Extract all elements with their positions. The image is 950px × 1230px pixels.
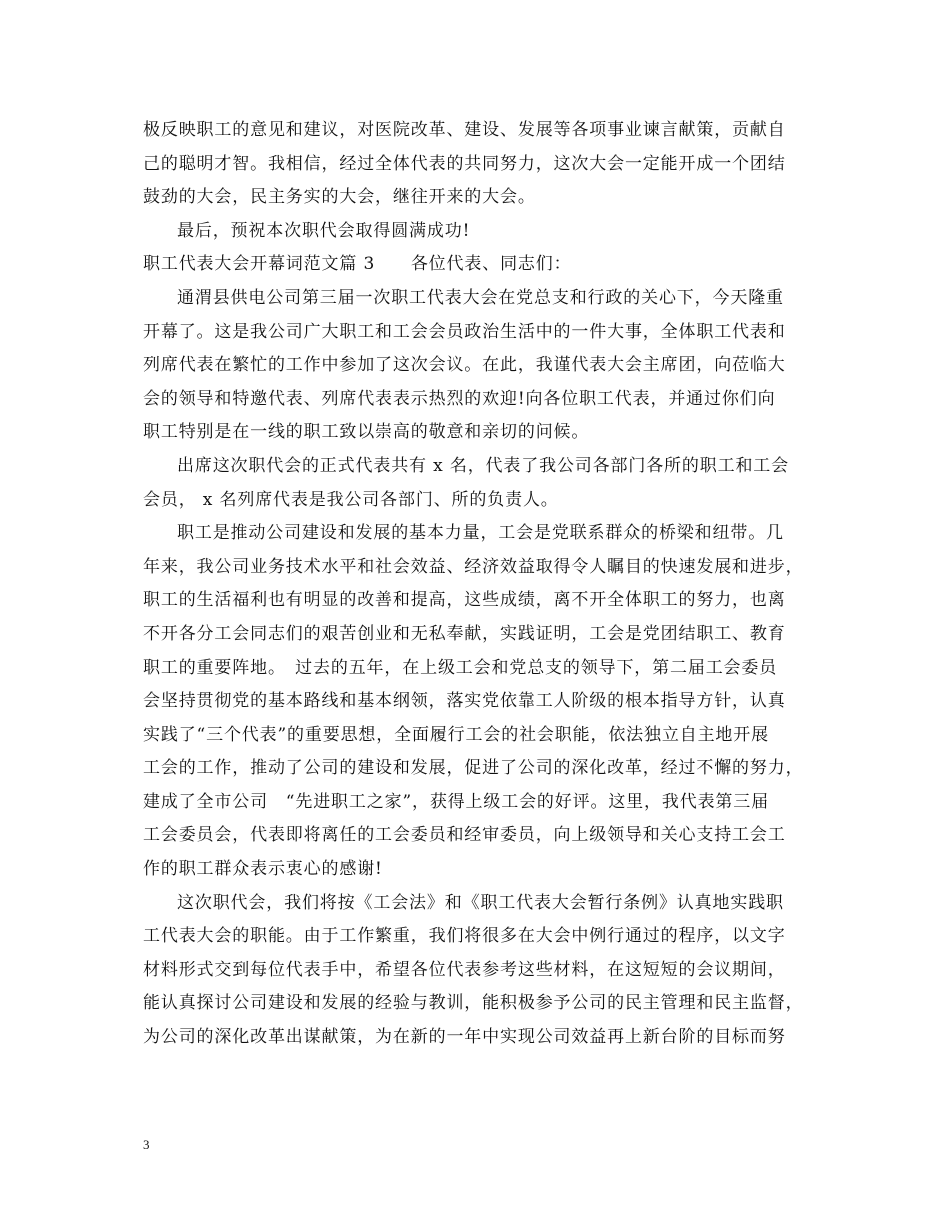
text-line: 职工特别是在一线的职工致以崇高的敬意和亲切的问候。 <box>143 422 590 443</box>
paragraph-start-line: 最后，预祝本次职代会取得圆满成功! <box>177 220 471 241</box>
paragraph-start-line: 通渭县供电公司第三届一次职工代表大会在党总支和行政的关心下，今天隆重 <box>177 287 784 308</box>
text-line: 年来，我公司业务技术水平和社会效益、经济效益取得令人瞩目的快速发展和进步， <box>143 556 804 577</box>
text-line: 不开各分工会同志们的艰苦创业和无私奉献，实践证明，工会是党团结职工、教育 <box>143 623 786 644</box>
page-number: 3 <box>143 1137 150 1152</box>
text-line: 极反映职工的意见和建议，对医院改革、建设、发展等各项事业谏言献策，贡献自 <box>143 120 786 140</box>
section-heading-line: 职工代表大会开幕词范文篇 3 各位代表、同志们： <box>143 254 572 275</box>
text-line: 实践了“三个代表”的重要思想，全面履行工会的社会职能，依法独立自主地开展 <box>143 724 769 745</box>
text-line: 能认真探讨公司建设和发展的经验与教训，能积极参予公司的民主管理和民主监督， <box>143 993 804 1014</box>
text-line: 工会委员会，代表即将离任的工会委员和经审委员，向上级领导和关心支持工会工 <box>143 825 786 846</box>
text-line: 会坚持贯彻党的基本路线和基本纲领，落实党依靠工人阶级的根本指导方针，认真 <box>143 691 786 712</box>
text-line: 工会的工作，推动了公司的建设和发展，促进了公司的深化改革，经过不懈的努力， <box>143 758 804 779</box>
text-line: 建成了全市公司 “先进职工之家”，获得上级工会的好评。这里，我代表第三届 <box>143 791 769 812</box>
text-line: 列席代表在繁忙的工作中参加了这次会议。在此，我谨代表大会主席团，向莅临大 <box>143 355 786 376</box>
paragraph-start-line: 职工是推动公司建设和发展的基本力量，工会是党联系群众的桥梁和纽带。几 <box>177 523 784 544</box>
text-line: 职工的重要阵地。 过去的五年，在上级工会和党总支的领导下，第二届工会委员 <box>143 657 778 678</box>
text-line: 会员， x 名列席代表是我公司各部门、所的负责人。 <box>143 489 559 510</box>
text-line: 为公司的深化改革出谋献策，为在新的一年中实现公司效益再上新台阶的目标而努 <box>143 1027 786 1048</box>
text-line: 材料形式交到每位代表手中，希望各位代表参考这些材料，在这短短的会议期间， <box>143 959 786 980</box>
text-line: 己的聪明才智。我相信，经过全体代表的共同努力，这次大会一定能开成一个团结 <box>143 153 786 174</box>
text-line: 职工的生活福利也有明显的改善和提高，这些成绩，离不开全体职工的努力，也离 <box>143 590 786 611</box>
text-line: 会的领导和特邀代表、列席代表表示热烈的欢迎!向各位职工代表，并通过你们向 <box>143 388 776 409</box>
text-line: 鼓劲的大会，民主务实的大会，继往开来的大会。 <box>143 187 536 208</box>
text-line: 开幕了。这是我公司广大职工和工会会员政治生活中的一件大事，全体职工代表和 <box>143 321 786 342</box>
paragraph-start-line: 出席这次职代会的正式代表共有 x 名，代表了我公司各部门各所的职工和工会 <box>177 455 789 476</box>
text-line: 工代表大会的职能。由于工作繁重，我们将很多在大会中例行通过的程序，以文字 <box>143 926 786 947</box>
text-line: 作的职工群众表示衷心的感谢! <box>143 859 383 880</box>
body-text <box>143 114 813 1055</box>
paragraph-start-line: 这次职代会，我们将按《工会法》和《职工代表大会暂行条例》认真地实践职 <box>177 892 784 913</box>
